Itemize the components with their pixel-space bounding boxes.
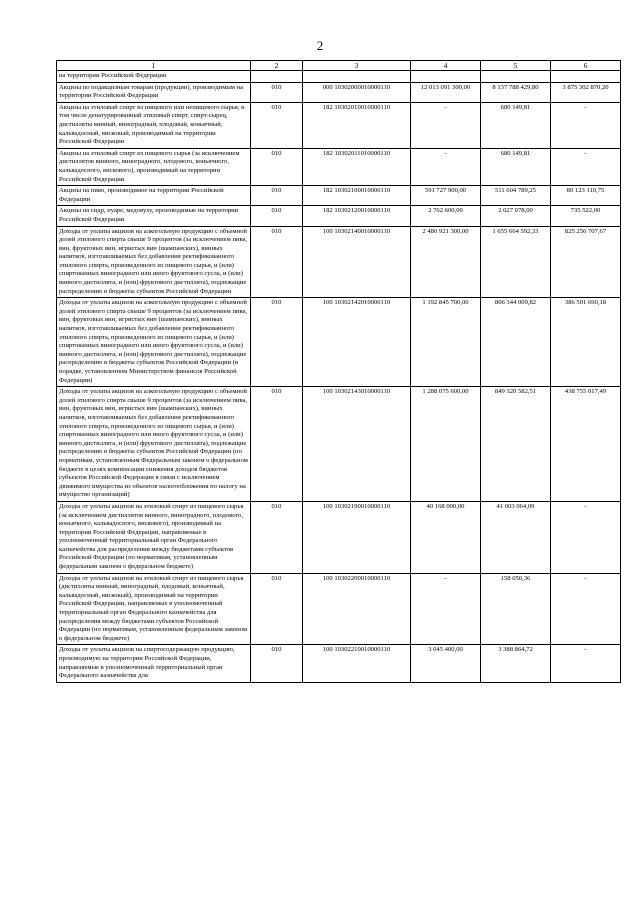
row-rest: - — [551, 645, 621, 682]
table-row — [57, 206, 621, 226]
table-row — [57, 102, 621, 148]
continuation-text: на территории Российской Федерации — [57, 71, 251, 83]
header-row — [57, 61, 621, 71]
table-row — [57, 298, 621, 387]
table-row — [57, 501, 621, 573]
row-fact: 806 344 009,82 — [481, 298, 551, 387]
row-rest: 438 755 017,49 — [551, 387, 621, 502]
row-code: 010 — [251, 82, 303, 102]
row-fact: 1 655 664 592,33 — [481, 226, 551, 298]
row-fact: 3 388 864,72 — [481, 645, 551, 682]
row-code: 010 — [251, 206, 303, 226]
row-kbk: 182 10302100010000110 — [303, 186, 411, 206]
row-name: Доходы от уплаты акцизов на этиловый спирт из пищевого сырья (дистилляты винный, виноградный, плодовый, коньячный, кальвадосный, вискокый), производимый на территории Российской Федерации, направляемые в уполномоченный территориальный орган Федерального казначейства для распределения между бюджетами субъектов Российской Федерации (по нормативам, установленным федеральным законом о федеральном бюджете) — [57, 573, 251, 645]
row-name: Акцизы по подакцизным товарам (продукции), производимым на территории Российской Федерации — [57, 82, 251, 102]
row-kbk: 100 10302210010000110 — [303, 645, 411, 682]
header-col-6: 6 — [551, 61, 621, 71]
row-plan: 2 762 600,00 — [411, 206, 481, 226]
row-kbk: 100 10302140010000110 — [303, 226, 411, 298]
row-code: 010 — [251, 148, 303, 185]
row-rest: 386 501 690,18 — [551, 298, 621, 387]
page-number: 2 — [316, 38, 324, 53]
row-rest: 735 522,00 — [551, 206, 621, 226]
row-name: Доходы от уплаты акцизов на алкогольную продукцию с объемной долей этилового спирта свыше 9 процентов (за исключением пива, вин, фруктовых вин, игристых вин (шампанских), винных напитков, изготавливаемых без добавления ректификованного этилового спирта, произведенного из пищевого сырья, и (или) спиртованных виноградного или иного фруктового сусла, и (или) винного дистиллята, и (или) фруктового дистиллята), подлежащие распределению в бюджеты субъектов Российской Федерации (по нормативам, установленным Федеральным законом о федеральном бюджете в целях компенсации снижения доходов бюджетов субъектов Российской Федерации в связи с исключением движимого имущества из объектов налогообложения по налогу на имущество организаций) — [57, 387, 251, 502]
row-name: Акцизы на пиво, производимое на территории Российской Федерации — [57, 186, 251, 206]
row-code: 010 — [251, 501, 303, 573]
header-col-1: 1 — [57, 61, 251, 71]
row-code: 010 — [251, 387, 303, 502]
row-plan: - — [411, 573, 481, 645]
row-name: Доходы от уплаты акцизов на алкогольную продукцию с объемной долей этилового спирта свыше 9 процентов (за исключением пива, вин, фруктовых вин, игристых вин (шампанских), винных напитков, изготавливаемых без добавления ректификованного этилового спирта, произведенного из пищевого сырья, и (или) спиртованных виноградного или иного фруктового сусла, и (или) винного дистиллята, и (или) фруктового дистиллята), подлежащие распределению в бюджеты субъектов Российской Федерации (в порядке, установленном Министерством финансов Российской Федерации) — [57, 298, 251, 387]
row-fact: 680 149,81 — [481, 148, 551, 185]
row-kbk: 182 10302010010000110 — [303, 102, 411, 148]
table-row — [57, 573, 621, 645]
row-name: Доходы от уплаты акцизов на этиловый спирт из пищевого сырья (за исключением дистиллятов винного, виноградного, плодового, коньячного, кальвадосного, вискового), производимый на территории Российской Федерации, направляемые в уполномоченный территориальный орган Федерального казначейства для распределения между бюджетами субъектов Российской Федерации (по нормативам, установленным федеральным законом о федеральном бюджете) — [57, 501, 251, 573]
header-col-3: 3 — [303, 61, 411, 71]
row-code: 010 — [251, 298, 303, 387]
row-fact: 849 320 582,51 — [481, 387, 551, 502]
row-kbk: 100 10302190010000110 — [303, 501, 411, 573]
row-kbk: 100 10302200010000110 — [303, 573, 411, 645]
row-fact: 680 149,81 — [481, 102, 551, 148]
row-rest: - — [551, 501, 621, 573]
row-rest: 825 256 707,67 — [551, 226, 621, 298]
row-fact: 8 137 788 429,80 — [481, 82, 551, 102]
table-row — [57, 82, 621, 102]
row-kbk: 182 10302120010000110 — [303, 206, 411, 226]
row-rest: 3 875 302 870,20 — [551, 82, 621, 102]
row-rest: - — [551, 573, 621, 645]
row-fact: 511 604 789,25 — [481, 186, 551, 206]
row-rest: - — [551, 102, 621, 148]
row-plan: 3 045 400,00 — [411, 645, 481, 682]
header-col-2: 2 — [251, 61, 303, 71]
row-fact: 41 003 064,09 — [481, 501, 551, 573]
row-plan: 591 727 900,00 — [411, 186, 481, 206]
row-name: Акцизы на сидр, пуаре, медовуху, производимые на территории Российской Федерации — [57, 206, 251, 226]
continuation-row — [57, 71, 621, 83]
row-rest: - — [551, 148, 621, 185]
row-plan: 1 288 075 600,00 — [411, 387, 481, 502]
header-col-5: 5 — [481, 61, 551, 71]
row-name: Акцизы на этиловый спирт из пищевого или непищевого сырья, в том числе денатурированный этиловый спирт, спирт-сырец, дистилляты винный, виноградный, плодовый, коньячный, кальвадосный, вискокый, производимый на территории Российской Федерации — [57, 102, 251, 148]
row-kbk: 182 10302011010000110 — [303, 148, 411, 185]
row-kbk: 100 10302142010000110 — [303, 298, 411, 387]
row-plan: 1 192 845 700,00 — [411, 298, 481, 387]
table-row — [57, 186, 621, 206]
row-kbk: 100 10302143010000110 — [303, 387, 411, 502]
row-plan: 2 480 921 300,00 — [411, 226, 481, 298]
table-row — [57, 387, 621, 502]
row-code: 010 — [251, 102, 303, 148]
table-row — [57, 148, 621, 185]
row-fact: 158 050,36 — [481, 573, 551, 645]
row-plan: 40 168 000,00 — [411, 501, 481, 573]
row-name: Акцизы на этиловый спирт из пищевого сырья (за исключением дистиллятов винного, виноградного, плодового, коньячного, кальвадосного, вискового), производимый на территории Российской Федерации — [57, 148, 251, 185]
row-plan: - — [411, 148, 481, 185]
row-kbk: 000 10302000010000110 — [303, 82, 411, 102]
row-plan: - — [411, 102, 481, 148]
row-code: 010 — [251, 226, 303, 298]
table-row — [57, 645, 621, 682]
row-code: 010 — [251, 645, 303, 682]
row-code: 010 — [251, 573, 303, 645]
row-name: Доходы от уплаты акцизов на алкогольную продукцию с объемной долей этилового спирта свыше 9 процентов (за исключением пива, вин, фруктовых вин, игристых вин (шампанских), винных напитков, изготавливаемых без добавления ректификованного этилового спирта, произведенного из пищевого сырья, и (или) спиртованных виноградного или иного фруктового сусла, и (или) винного дистиллята, и (или) фруктового дистиллята), подлежащие распределению в бюджеты субъектов Российской Федерации — [57, 226, 251, 298]
row-fact: 2 027 078,00 — [481, 206, 551, 226]
row-name: Доходы от уплаты акцизов на спиртосодержащую продукцию, производимую на территории Российской Федерации, направляемые в уполномоченный территориальный орган Федерального казначейства для — [57, 645, 251, 682]
header-col-4: 4 — [411, 61, 481, 71]
row-code: 010 — [251, 186, 303, 206]
revenue-table — [56, 60, 621, 683]
row-plan: 12 013 091 300,00 — [411, 82, 481, 102]
table-row — [57, 226, 621, 298]
row-rest: 80 123 110,75 — [551, 186, 621, 206]
